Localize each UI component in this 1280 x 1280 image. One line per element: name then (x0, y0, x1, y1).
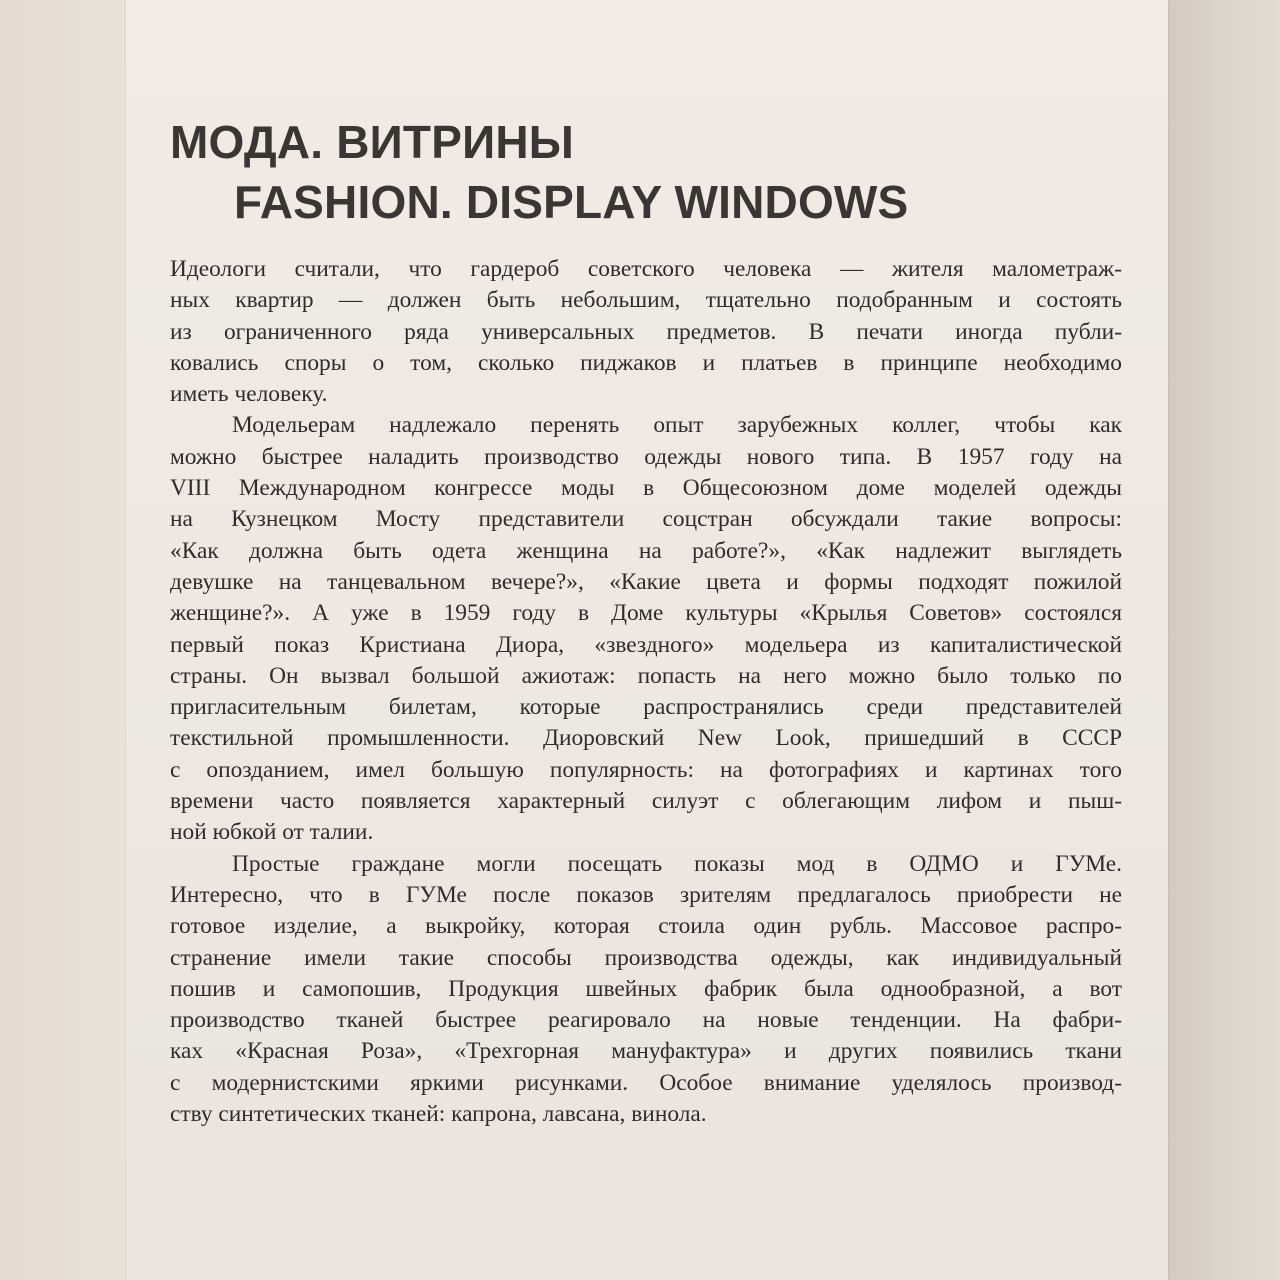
title-english: FASHION. DISPLAY WINDOWS (234, 176, 909, 228)
text-line: с модернистскими яркими рисунками. Особое внимание уделялось производ- (170, 1069, 1122, 1096)
text-line: Простые граждане могли посещать показы мод в ОДМО и ГУМе. (232, 850, 1122, 877)
text-line: времени часто появляется характерный силуэт с облегающим лифом и пыш- (170, 788, 1122, 815)
wall-left (0, 0, 130, 1280)
body-text (170, 254, 1122, 1130)
text-line: первый показ Кристиана Диора, «звездного» модельера из капиталистической (170, 631, 1122, 658)
text-line: из ограниченного ряда универсальных предметов. В печати иногда публи- (170, 318, 1122, 345)
text-line: можно быстрее наладить производство одежды нового типа. В 1957 году на (170, 443, 1122, 470)
text-line: готовое изделие, а выкройку, которая стоила один рубль. Массовое распро- (170, 913, 1122, 940)
title-russian: МОДА. ВИТРИНЫ (170, 116, 575, 168)
text-line: женщине?». А уже в 1959 году в Доме культуры «Крылья Советов» состоялся (170, 600, 1122, 627)
text-line: текстильной промышленности. Диоровский New Look, пришедший в СССР (170, 725, 1122, 752)
text-line: странение имели такие способы производства одежды, как индивидуальный (170, 944, 1122, 971)
text-line: пригласительным билетам, которые распространялись среди представителей (170, 694, 1122, 721)
text-line: на Кузнецком Мосту представители соцстран обсуждали такие вопросы: (170, 506, 1122, 533)
text-line: ству синтетических тканей: капрона, лавсана, винола. (170, 1101, 707, 1128)
text-line: ковались споры о том, сколько пиджаков и платьев в принципе необходимо (170, 349, 1122, 376)
text-line: Идеологи считали, что гардероб советского человека — жителя малометраж- (170, 256, 1122, 282)
text-line: с опозданием, имел большую популярность: на фотографиях и картинах того (170, 756, 1122, 783)
text-line: Интересно, что в ГУМе после показов зрителям предлагалось приобрести не (170, 881, 1122, 908)
text-line: производство тканей быстрее реагировало на новые тенденции. На фабри- (170, 1007, 1122, 1034)
wall-right (1160, 0, 1280, 1280)
text-line: Модельерам надлежало перенять опыт зарубежных коллег, чтобы как (232, 412, 1122, 439)
text-line: пошив и самопошив, Продукция швейных фабрик была однообразной, а вот (170, 975, 1122, 1002)
text-line: страны. Он вызвал большой ажиотаж: попасть на него можно было только по (170, 662, 1122, 689)
text-line: ной юбкой от талии. (170, 819, 374, 846)
text-line: «Как должна быть одета женщина на работе?», «Как надлежит выглядеть (170, 537, 1122, 564)
text-line: ках «Красная Роза», «Трехгорная мануфактура» и других появились ткани (170, 1038, 1122, 1065)
text-line: девушке на танцевальном вечере?», «Какие цвета и формы подходят пожилой (170, 568, 1122, 595)
text-line: VIII Международном конгрессе моды в Общесоюзном доме моделей одежды (170, 475, 1122, 502)
text-line: иметь человеку. (170, 381, 328, 408)
text-line: ных квартир — должен быть небольшим, тщательно подобранным и состоять (170, 287, 1122, 314)
